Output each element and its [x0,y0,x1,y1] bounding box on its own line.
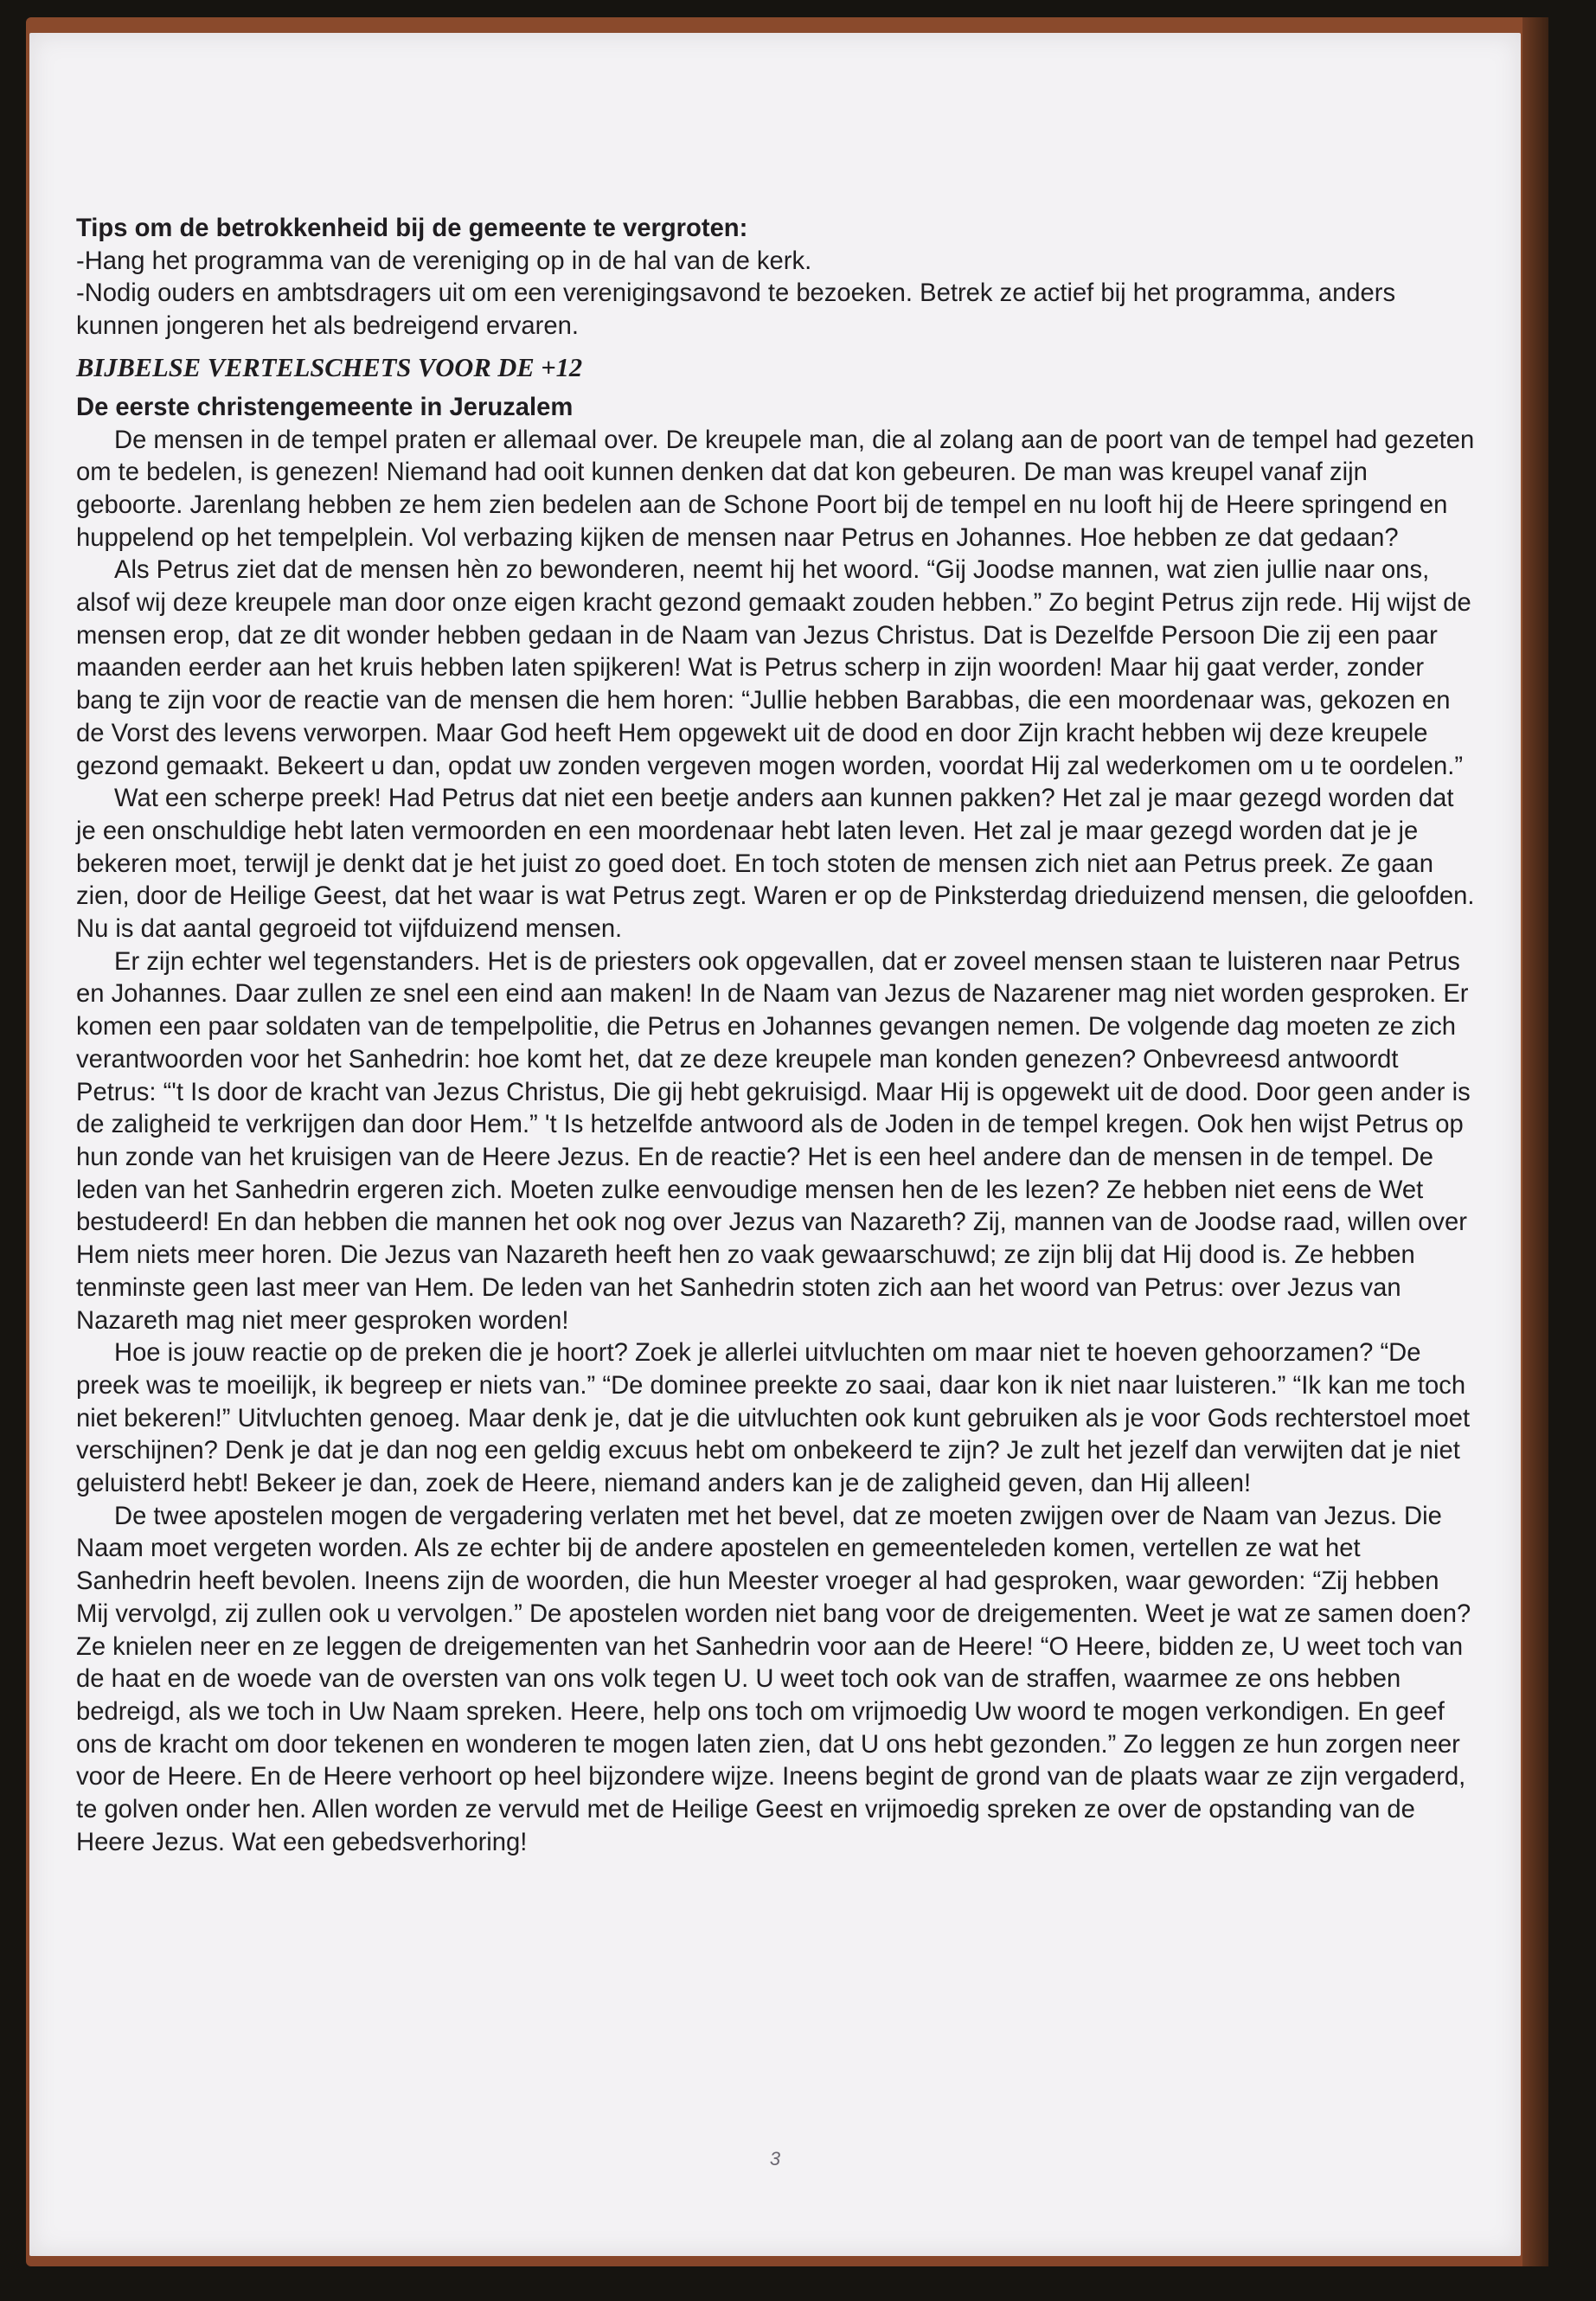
page-number: 3 [769,2148,781,2170]
story-paragraph: Wat een scherpe preek! Had Petrus dat niet een beetje anders aan kunnen pakken? Het zal je maar gezegd worden dat je een onschuldige hebt laten vermoorden en een moordenaar hebt laten leven. Het zal je maar gezegd worden dat je je bekeren moet, terwijl je denkt dat je het juist zo goed doet. En toch stoten de mensen zich niet aan Petrus preek. Ze gaan zien, door de Heilige Geest, dat het waar is wat Petrus zegt. Waren er op de Pinksterdag drieduizend mensen, die geloofden. Nu is dat aantal gegroeid tot vijfduizend mensen. [76,785,1475,944]
tips-item: -Hang het programma van de vereniging op in de hal van de kerk. [76,247,812,275]
section-title: BIJBELSE VERTELSCHETS VOOR DE +12 [76,352,583,382]
page-content [76,213,1477,1859]
story-title: De eerste christengemeente in Jeruzalem [76,393,574,421]
tips-item: -Nodig ouders en ambtsdragers uit om een verenigingsavond te bezoeken. Betrek ze actief bij het programma, anders kunnen jongeren het als bedreigend ervaren. [76,279,1396,341]
story-paragraph: De mensen in de tempel praten er allemaal over. De kreupele man, die al zolang aan de poort van de tempel had gezeten om te bedelen, is genezen! Niemand had ooit kunnen denken dat dat kon gebeuren. De man was kreupel vanaf zijn geboorte. Jarenlang hebben ze hem zien bedelen aan de Schone Poort bij de tempel en nu looft hij de Heere springend en huppelend op het tempelplein. Vol verbazing kijken de mensen naar Petrus en Johannes. Hoe hebben ze dat gedaan? [76,426,1475,552]
story-paragraph: Als Petrus ziet dat de mensen hèn zo bewonderen, neemt hij het woord. “Gij Joodse mannen, wat zien jullie naar ons, alsof wij deze kreupele man door onze eigen kracht gezond gemaakt zouden hebben.” Zo begint Petrus zijn rede. Hij wijst de mensen erop, dat ze dit wonder hebben gedaan in de Naam van Jezus Christus. Dat is Dezelfde Persoon Die zij een paar maanden eerder aan het kruis hebben laten spijkeren! Wat is Petrus scherp in zijn woorden! Maar hij gaat verder, zonder bang te zijn voor de reactie van de mensen die hem horen: “Jullie hebben Barabbas, die een moordenaar was, gekozen en de Vorst des levens verworpen. Maar God heeft Hem opgewekt uit de dood en door Zijn kracht hebben wij deze kreupele gezond gemaakt. Bekeert u dan, opdat uw zonden vergeven mogen worden, voordat Hij zal wederkomen om u te oordelen.” [76,556,1471,780]
document-page [29,33,1521,2256]
story-paragraph: Er zijn echter wel tegenstanders. Het is de priesters ook opgevallen, dat er zoveel mensen staan te luisteren naar Petrus en Johannes. Daar zullen ze snel een eind aan maken! In de Naam van Jezus de Nazarener mag niet worden gesproken. Er komen een paar soldaten van de tempelpolitie, die Petrus en Johannes gevangen nemen. De volgende dag moeten ze zich verantwoorden voor het Sanhedrin: hoe komt het, dat ze deze kreupele man konden genezen? Onbevreesd antwoordt Petrus: “'t Is door de kracht van Jezus Christus, Die gij hebt gekruisigd. Maar Hij is opgewekt uit de dood. Door geen ander is de zaligheid te verkrijgen dan door Hem.” 't Is hetzelfde antwoord als de Joden in de tempel kregen. Ook hen wijst Petrus op hun zonde van het kruisigen van de Heere Jezus. En de reactie? Het is een heel andere dan de mensen in de tempel. De leden van het Sanhedrin ergeren zich. Moeten zulke eenvoudige mensen hen de les lezen? Ze hebben niet eens de Wet bestudeerd! En dan hebben die mannen het ook nog over Jezus van Nazareth? Zij, mannen van de Joodse raad, willen over Hem niets meer horen. Die Jezus van Nazareth heeft hen zo vaak gewaarschuwd; ze zijn blij dat Hij dood is. Ze hebben tenminste geen last meer van Hem. De leden van het Sanhedrin stoten zich aan het woord van Petrus: over Jezus van Nazareth mag niet meer gesproken worden! [76,947,1471,1335]
story-paragraph: Hoe is jouw reactie op de preken die je hoort? Zoek je allerlei uitvluchten om maar niet te hoeven gehoorzamen? “De preek was te moeilijk, ik begreep er niets van.” “De dominee preekte zo saai, daar kon ik niet naar luisteren.” “Ik kan me toch niet bekeren!” Uitvluchten genoeg. Maar denk je, dat je die uitvluchten ook kunt gebruiken als je voor Gods rechterstoel moet verschijnen? Denk je dat je dan nog een geldig excuus hebt om onbekeerd te zijn? Je zult het jezelf dan verwijten dat je niet geluisterd hebt! Bekeer je dan, zoek de Heere, niemand anders kan je de zaligheid geven, dan Hij alleen! [76,1339,1471,1498]
tips-heading: Tips om de betrokkenheid bij de gemeente te vergroten: [76,215,748,242]
binder-edge [1522,17,1548,2266]
story-paragraph: De twee apostelen mogen de vergadering verlaten met het bevel, dat ze moeten zwijgen over de Naam van Jezus. Die Naam moet vergeten worden. Als ze echter bij de andere apostelen en gemeenteleden komen, vertellen ze wat het Sanhedrin heeft bevolen. Ineens zijn de woorden, die hun Meester vroeger al had gesproken, waar geworden: “Zij hebben Mij vervolgd, zij zullen ook u vervolgen.” De apostelen worden niet bang voor de dreigementen. Weet je wat ze samen doen? Ze knielen neer en ze leggen de dreigementen van het Sanhedrin voor aan de Heere! “O Heere, bidden ze, U weet toch van de haat en de woede van de oversten van ons volk tegen U. U weet toch ook van de straffen, waarmee ze ons hebben bedreigd, als we toch in Uw Naam spreken. Heere, help ons toch om vrijmoedig Uw woord te mogen verkondigen. En geef ons de kracht om door tekenen en wonderen te mogen laten zien, dat U ons hebt gezonden.” Zo leggen ze hun zorgen neer voor de Heere. En de Heere verhoort op heel bijzondere wijze. Ineens begint de grond van de plaats waar ze zijn vergaderd, te golven onder hen. Allen worden ze vervuld met de Heilige Geest en vrijmoedig spreken ze over de opstanding van de Heere Jezus. Wat een gebedsverhoring! [76,1502,1471,1856]
